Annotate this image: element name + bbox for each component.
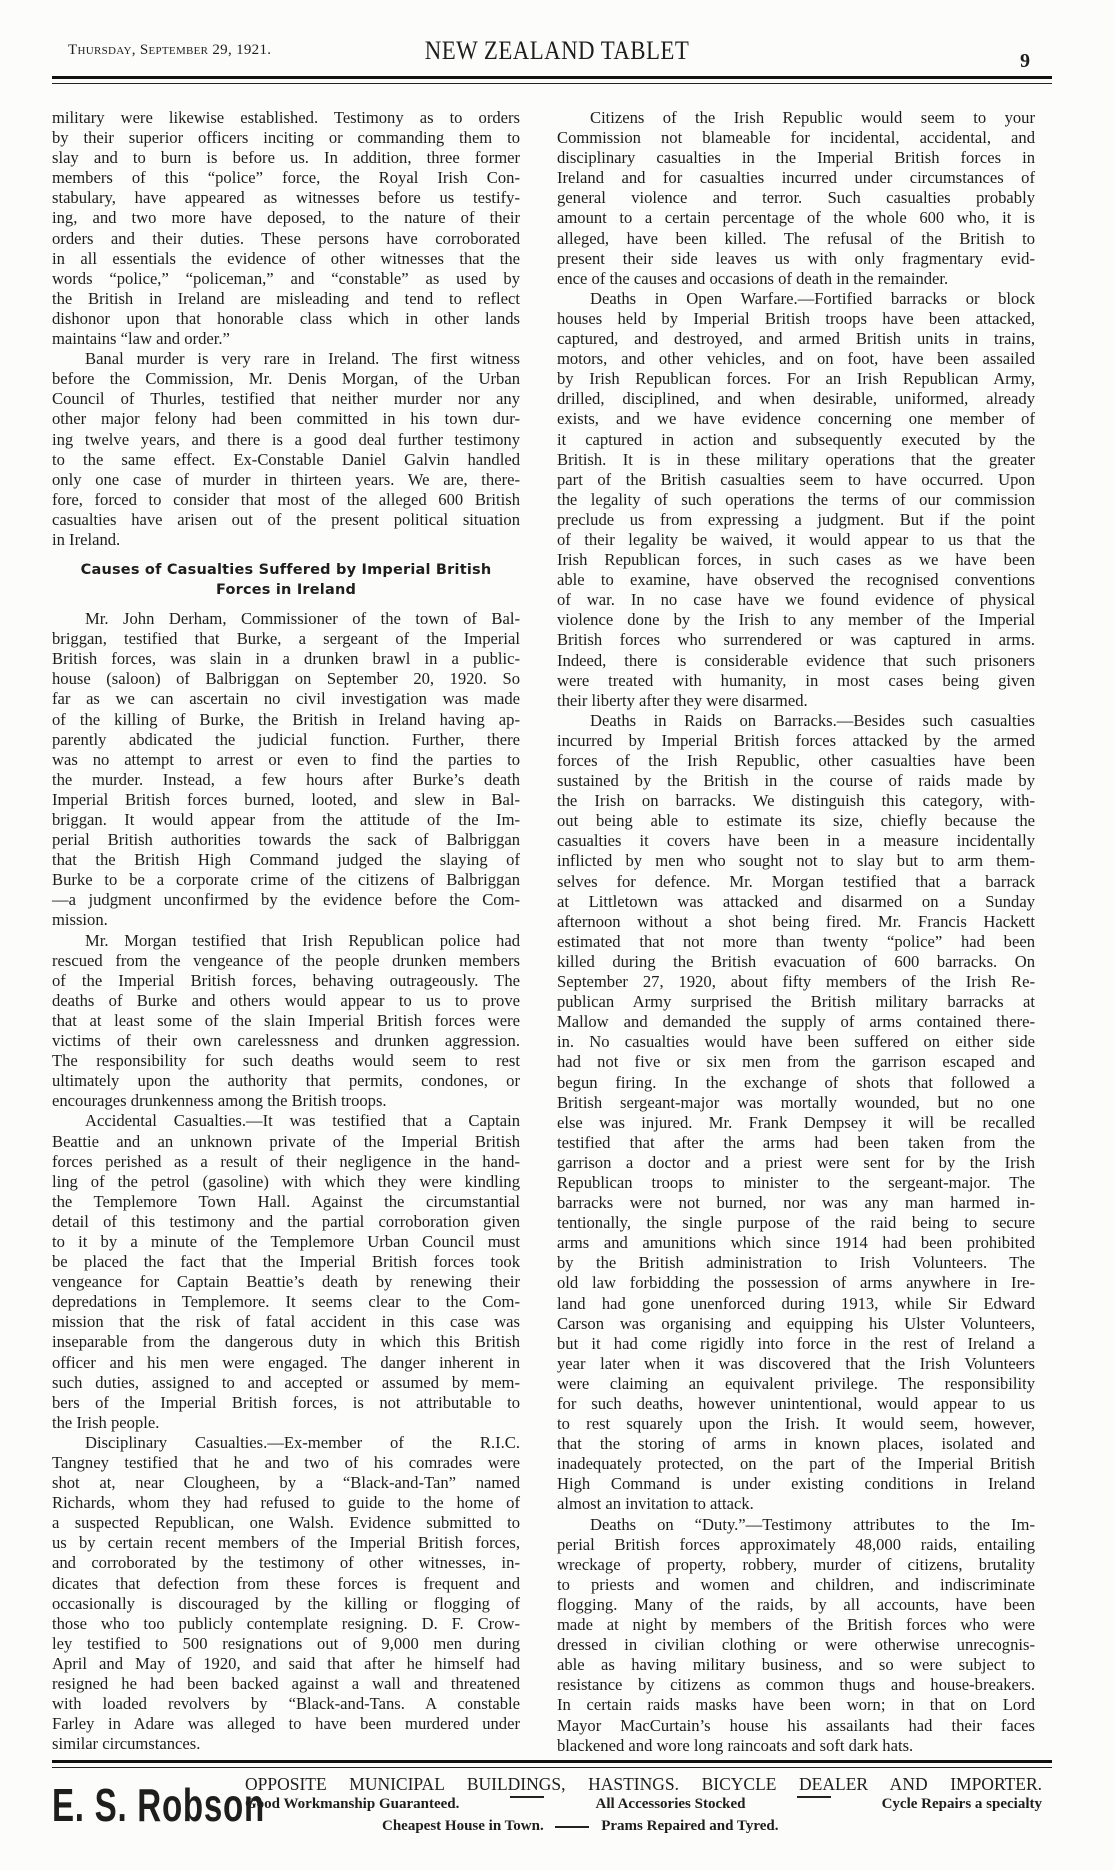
ad-workmanship: Good Workmanship Guaranteed. xyxy=(245,1796,460,1812)
text-line: Mr. John Derham, Commissioner of the town of Bal- xyxy=(85,609,520,629)
text-line: the murder. Instead, a few hours after Burke’s death xyxy=(52,769,520,789)
text-line: publican Army surprised the British military barracks at xyxy=(557,992,1035,1012)
footer-rule-thin xyxy=(52,1767,1052,1768)
text-line: present their side leaves us with only fragmentary evid- xyxy=(557,248,1035,268)
text-line: blackened and wore long raincoats and soft dark hats. xyxy=(557,1735,914,1755)
paragraph xyxy=(52,1111,520,1433)
text-line: Republican troops to minister to the sergeant-major. The xyxy=(557,1172,1035,1192)
text-line: us by certain recent members of the Imperial British forces, xyxy=(52,1533,520,1553)
section-heading xyxy=(52,550,520,609)
text-line: disciplinary casualties in the Imperial British forces in xyxy=(557,148,1035,168)
robson-advertisement xyxy=(52,1772,1052,1852)
ad-cheapest: Cheapest House in Town. xyxy=(382,1818,544,1834)
dash-divider xyxy=(555,1826,589,1828)
text-line: forces of the Irish Republic, other casualties have been xyxy=(557,751,1035,770)
paragraph xyxy=(52,1433,520,1755)
text-line: amount to a certain percentage of the whole 600 who, it is xyxy=(557,208,1035,228)
text-line: words “police,” “policeman,” and “constable” as used by xyxy=(52,268,520,288)
text-line: at Littletown was attacked and disarmed on a Sunday xyxy=(557,891,1035,911)
text-line: such duties, assigned to and accepted or assumed by mem- xyxy=(52,1372,520,1392)
text-line: Disciplinary Casualties.—Ex-member of the R.I.C. xyxy=(85,1432,520,1452)
left-column-body xyxy=(52,609,520,1754)
text-line: was no attempt to arrest or even to find the parties to xyxy=(52,749,520,769)
text-line: dicates that defection from these forces is frequent and xyxy=(52,1573,520,1593)
text-line: Tangney testified that he and two of his comrades were xyxy=(52,1453,520,1472)
text-line: part of the British casualties seem to have occurred. Upon xyxy=(557,469,1035,489)
paragraph xyxy=(52,349,520,550)
text-line: the Templemore Town Hall. Against the circumstantial xyxy=(52,1191,520,1211)
newspaper-title: NEW ZEALAND TABLET xyxy=(424,36,690,65)
text-line: Commission not blameable for incidental, accidental, and xyxy=(557,128,1035,148)
text-line: Beattie and an unknown private of the Imperial British xyxy=(52,1131,520,1151)
text-line: Irish Republican forces, in such cases as we have been xyxy=(557,550,1035,570)
text-line: flogging. Many of the raids, by all accounts, have been xyxy=(557,1594,1035,1614)
text-line: perial British forces approximately 48,000 raids, entailing xyxy=(557,1534,1035,1554)
text-line: made at night by members of the British forces who were xyxy=(557,1615,1035,1635)
text-line: with loaded revolvers by “Black-and-Tans. A constable xyxy=(52,1694,520,1714)
text-line: Mr. Morgan testified that Irish Republican police had xyxy=(85,930,520,950)
text-line: fore, forced to consider that most of the alleged 600 British xyxy=(52,489,520,509)
text-line: be placed the fact that the Imperial British forces took xyxy=(52,1252,520,1272)
text-line: Deaths in Open Warfare.—Fortified barracks or block xyxy=(590,288,1035,308)
text-line: Carson was organising and equipping his Ulster Volunteers, xyxy=(557,1313,1035,1333)
text-line: casualties it covers have been in a measure incidentally xyxy=(557,831,1035,851)
text-line: ling of the petrol (gasoline) with which they were kindling xyxy=(52,1171,520,1191)
text-line: the legality of such operations the terms of our commission xyxy=(557,489,1035,509)
text-line: orders and their duties. These persons have corroborated xyxy=(52,228,520,248)
section-heading-line: Forces in Ireland xyxy=(215,582,357,599)
text-line: by Irish Republican forces. For an Irish Republican Army, xyxy=(557,369,1035,389)
text-line: those who too publicly contemplate resigning. D. F. Crow- xyxy=(52,1613,520,1633)
text-line: it captured in action and subsequently executed by the xyxy=(557,429,1035,449)
advertiser-name: E. S. Robson xyxy=(52,1779,265,1831)
page-number: 9 xyxy=(1020,50,1030,72)
text-line: the Irish people. xyxy=(52,1412,160,1432)
text-line: High Command is under existing conditions in Ireland xyxy=(557,1474,1035,1494)
text-line: exists, and we have evidence concerning one member of xyxy=(557,409,1035,429)
text-line: Burke to be a corporate crime of the citizens of Balbriggan xyxy=(52,870,520,890)
text-line: inadequately protected, on the part of the Imperial British xyxy=(557,1454,1035,1474)
text-line: able to examine, have observed the recognised conventions xyxy=(557,570,1035,590)
text-line: The responsibility for such deaths would seem to rest xyxy=(52,1051,520,1071)
text-line: of war. In no case have we found evidence of physical xyxy=(557,590,1035,610)
text-line: members of this “police” force, the Royal Irish Con- xyxy=(52,168,520,188)
text-line: almost an invitation to attack. xyxy=(557,1494,754,1514)
text-line: Council of Thurles, testified that neither murder nor any xyxy=(52,389,520,409)
text-line: Citizens of the Irish Republic would seem to your xyxy=(590,108,1035,127)
paragraph xyxy=(557,711,1035,1515)
text-line: for such deaths, however unintentional, would appear to us xyxy=(557,1394,1035,1413)
text-line: wreckage of property, robbery, murder of citizens, brutality xyxy=(557,1554,1035,1574)
text-line: perial British authorities towards the sack of Balbriggan xyxy=(52,830,520,850)
paragraph xyxy=(557,108,1035,289)
text-line: encourages drunkenness among the British troops. xyxy=(52,1091,387,1111)
right-column xyxy=(557,108,1035,1756)
text-line: stabulary, have appeared as witnesses before us testify- xyxy=(52,188,520,208)
text-line: ley testified to 500 resignations out of 9,000 men during xyxy=(52,1633,520,1653)
text-line: estimated that not more than twenty “police” had been xyxy=(557,931,1035,951)
text-line: were treated with humanity, in most cases being given xyxy=(557,670,1035,690)
text-line: else was injured. Mr. Frank Dempsey it will be recalled xyxy=(557,1112,1035,1132)
text-line: selves for defence. Mr. Morgan testified that a barrack xyxy=(557,871,1035,891)
text-line: other major felony had been committed in his town dur- xyxy=(52,409,520,429)
text-line: maintains “law and order.” xyxy=(52,329,230,349)
paragraph xyxy=(557,1515,1035,1756)
text-line: parently abdicated the judicial function. Further, there xyxy=(52,729,520,749)
text-line: that at least some of the slain Imperial British forces were xyxy=(52,1010,520,1030)
text-line: general violence and terror. Such casualties probably xyxy=(557,188,1035,208)
text-line: forces perished as a result of their negligence in the hand- xyxy=(52,1151,520,1171)
text-line: of the killing of Burke, the British in Ireland having ap- xyxy=(52,709,520,729)
header-rule xyxy=(52,76,1052,79)
ad-services-line xyxy=(245,1796,1042,1813)
text-line: to priests and women and children, and indiscriminate xyxy=(557,1574,1035,1594)
text-line: old law forbidding the possession of arms anywhere in Ire- xyxy=(557,1273,1035,1293)
text-line: —a judgment unconfirmed by the evidence before the Com- xyxy=(52,890,520,910)
text-line: drilled, disciplined, and when desirable, uniformed, already xyxy=(557,389,1035,409)
text-line: September 27, 1920, about fifty members of the Irish Re- xyxy=(557,972,1035,992)
text-line: mission. xyxy=(52,910,108,930)
text-line: land had gone unenforced during 1913, while Sir Edward xyxy=(557,1293,1035,1313)
text-line: dishonor upon that honorable class which in other lands xyxy=(52,308,520,328)
text-line: testified that after the arms had been taken from the xyxy=(557,1132,1035,1152)
text-line: Richards, whom they had refused to guide to the home of xyxy=(52,1493,520,1513)
text-line: of the Imperial British forces, behaving outrageously. The xyxy=(52,970,520,990)
text-line: officer and his men were engaged. The danger inherent in xyxy=(52,1352,520,1372)
paragraph xyxy=(52,931,520,1112)
text-line: far as we can ascertain no civil investigation was made xyxy=(52,689,520,709)
text-line: preclude us from expressing a judgment. But if the point xyxy=(557,509,1035,529)
text-line: to rest squarely upon the Irish. It would seem, however, xyxy=(557,1414,1035,1434)
text-line: Mayor MacCurtain’s house his assailants had their faces xyxy=(557,1715,1035,1735)
ad-repairs: Cycle Repairs a specialty xyxy=(881,1796,1042,1812)
text-line: a suspected Republican, one Walsh. Evidence submitted to xyxy=(52,1513,520,1533)
text-line: bers of the Imperial British forces, is not attributable to xyxy=(52,1392,520,1412)
text-line: by the British administration to Irish Volunteers. The xyxy=(557,1253,1035,1273)
text-line: dressed in civilian clothing or were otherwise unrecognis- xyxy=(557,1635,1035,1655)
text-line: military were likewise established. Testimony as to orders xyxy=(52,108,520,127)
text-line: vengeance for Captain Beattie’s death by renewing their xyxy=(52,1272,520,1292)
text-line: Accidental Casualties.—It was testified that a Captain xyxy=(85,1111,520,1131)
text-line: April and May of 1920, and said that after he himself had xyxy=(52,1653,520,1673)
left-column xyxy=(52,108,520,1754)
text-line: barracks were not burned, nor was any man harmed in- xyxy=(557,1193,1035,1213)
footer-rule xyxy=(52,1760,1052,1763)
text-line: arms and amunitions which since 1914 had been prohibited xyxy=(557,1233,1035,1253)
text-line: to the same effect. Ex-Constable Daniel Galvin handled xyxy=(52,449,520,469)
text-line: Ireland and for casualties incurred under circumstances of xyxy=(557,168,1035,188)
paragraph xyxy=(52,108,520,349)
text-line: In certain raids masks have been worn; in that on Lord xyxy=(557,1695,1035,1715)
text-line: slay and to burn is before us. In addition, three former xyxy=(52,148,520,168)
text-line: rescued from the vengeance of the people drunken members xyxy=(52,950,520,970)
text-line: out being able to estimate its size, chiefly because the xyxy=(557,811,1035,831)
text-line: incurred by Imperial British forces attacked by the armed xyxy=(557,730,1035,750)
text-line: inseparable from the dangerous duty in which this British xyxy=(52,1332,520,1352)
text-line: had not five or six men from the garrison escaped and xyxy=(557,1052,1035,1072)
text-line: but it had come rigidly into force in the rest of Ireland a xyxy=(557,1333,1035,1353)
text-line: house (saloon) of Balbriggan on September 20, 1920. So xyxy=(52,669,520,689)
text-line: captured, and destroyed, and armed British units in trains, xyxy=(557,329,1035,349)
text-line: resigned he had been backed against a wall and threatened xyxy=(52,1674,520,1694)
text-line: Deaths in Raids on Barracks.—Besides such casualties xyxy=(590,710,1035,730)
text-line: begun firing. In the exchange of shots that followed a xyxy=(557,1072,1035,1092)
paragraph xyxy=(557,289,1035,711)
text-line: afternoon without a shot being fired. Mr. Francis Hackett xyxy=(557,911,1035,931)
text-line: motors, and other vehicles, and on foot, have been assailed xyxy=(557,349,1035,369)
text-line: British sergeant-major was mortally wounded, but no one xyxy=(557,1092,1035,1112)
text-line: able as having military business, and so were subject to xyxy=(557,1655,1035,1675)
text-line: ing, and two more have deposed, to the nature of their xyxy=(52,208,520,228)
issue-date: Thursday, September 29, 1921. xyxy=(68,42,272,58)
ad-accessories: All Accessories Stocked xyxy=(595,1796,746,1812)
ad-prams: Prams Repaired and Tyred. xyxy=(601,1818,779,1834)
text-line: were claiming an equivalent privilege. The responsibility xyxy=(557,1373,1035,1393)
text-line: resistance by citizens as common thugs and house-breakers. xyxy=(557,1675,1035,1695)
text-line: alleged, have been killed. The refusal of the British to xyxy=(557,228,1035,248)
text-line: victims of their own carelessness and drunken aggression. xyxy=(52,1031,520,1051)
text-line: houses held by Imperial British troops have been attacked, xyxy=(557,308,1035,328)
text-line: of their legality be waived, it would appear to us that the xyxy=(557,529,1035,549)
ad-address-line: OPPOSITE MUNICIPAL BUILDINGS, HASTINGS. BICYCLE DEALER AND IMPORTER. xyxy=(245,1774,1042,1794)
text-line: Mallow and demanded the supply of arms contained there- xyxy=(557,1012,1035,1032)
section-heading-line: Causes of Casualties Suffered by Imperial British xyxy=(80,562,492,579)
text-line: that the storing of arms in known places, isolated and xyxy=(557,1434,1035,1454)
text-line: sustained by the British in the course of raids made by xyxy=(557,771,1035,791)
text-line: Imperial British forces burned, looted, and slew in Bal- xyxy=(52,789,520,809)
text-line: inflicted by men who sought not to slay but to arm them- xyxy=(557,851,1035,871)
text-line: killed during the British evacuation of 600 barracks. On xyxy=(557,951,1035,971)
right-column-body xyxy=(557,108,1035,1756)
text-line: casualties have arisen out of the present political situation xyxy=(52,509,520,529)
text-line: British. It is in these military operations that the greater xyxy=(557,449,1035,469)
text-line: in Ireland. xyxy=(52,529,121,549)
text-line: occasionally is discouraged by the killing or flogging of xyxy=(52,1593,520,1613)
text-line: garrison a doctor and a priest were sent for by the Irish xyxy=(557,1152,1035,1172)
text-line: by their superior officers inciting or commanding them to xyxy=(52,128,520,148)
paragraph xyxy=(52,609,520,931)
text-line: before the Commission, Mr. Denis Morgan, of the Urban xyxy=(52,369,520,389)
text-line: Deaths on “Duty.”—Testimony attributes to the Im- xyxy=(590,1514,1035,1534)
text-line: the British in Ireland are misleading and tend to reflect xyxy=(52,288,520,308)
text-line: British forces, was slain in a drunken brawl in a public- xyxy=(52,649,520,669)
left-column-intro xyxy=(52,108,520,550)
text-line: deaths of Burke and others would appear to us to prove xyxy=(52,990,520,1010)
dash-divider xyxy=(510,1796,544,1813)
text-line: depredations in Templemore. It seems clear to the Com- xyxy=(52,1292,520,1312)
text-line: and corroborated by the testimony of other witnesses, in- xyxy=(52,1553,520,1573)
text-line: Indeed, there is considerable evidence that such prisoners xyxy=(557,650,1035,670)
text-line: British forces who surrendered or was captured in arms. xyxy=(557,630,1035,650)
text-line: year later when it was discovered that the Irish Volunteers xyxy=(557,1353,1035,1373)
text-line: the Irish on barracks. We distinguish this category, with- xyxy=(557,791,1035,811)
text-line: in. No casualties would have been suffered on either side xyxy=(557,1032,1035,1052)
text-line: ing twelve years, and there is a good deal further testimony xyxy=(52,429,520,449)
text-line: ultimately upon the authority that permits, condones, or xyxy=(52,1071,520,1091)
text-line: only one case of murder in thirteen years. We are, there- xyxy=(52,469,520,489)
ad-tagline xyxy=(382,1818,778,1835)
header-rule-thin xyxy=(52,83,1052,84)
text-line: Farley in Adare was alleged to have been murdered under xyxy=(52,1714,520,1734)
text-line: ence of the causes and occasions of death in the remainder. xyxy=(557,268,949,288)
text-line: to it by a minute of the Templemore Urban Council must xyxy=(52,1231,520,1251)
text-line: detail of this testimony and the partial corroboration given xyxy=(52,1211,520,1231)
text-line: similar circumstances. xyxy=(52,1734,201,1754)
text-line: tentionally, the single purpose of the raid being to secure xyxy=(557,1213,1035,1233)
text-line: in all essentials the evidence of other witnesses that the xyxy=(52,248,520,268)
text-line: briggan, testified that Burke, a sergeant of the Imperial xyxy=(52,629,520,649)
text-line: that the British High Command judged the slaying of xyxy=(52,850,520,870)
text-line: mission that the risk of fatal accident in this case was xyxy=(52,1312,520,1332)
text-line: shot at, near Clougheen, by a “Black-and-Tan” named xyxy=(52,1473,520,1493)
text-line: Banal murder is very rare in Ireland. The first witness xyxy=(85,349,520,369)
dash-divider xyxy=(797,1796,831,1813)
text-line: briggan. It would appear from the attitude of the Im- xyxy=(52,810,520,829)
text-line: violence done by the Irish to any member of the Imperial xyxy=(557,610,1035,630)
text-line: their liberty after they were disarmed. xyxy=(557,690,808,710)
